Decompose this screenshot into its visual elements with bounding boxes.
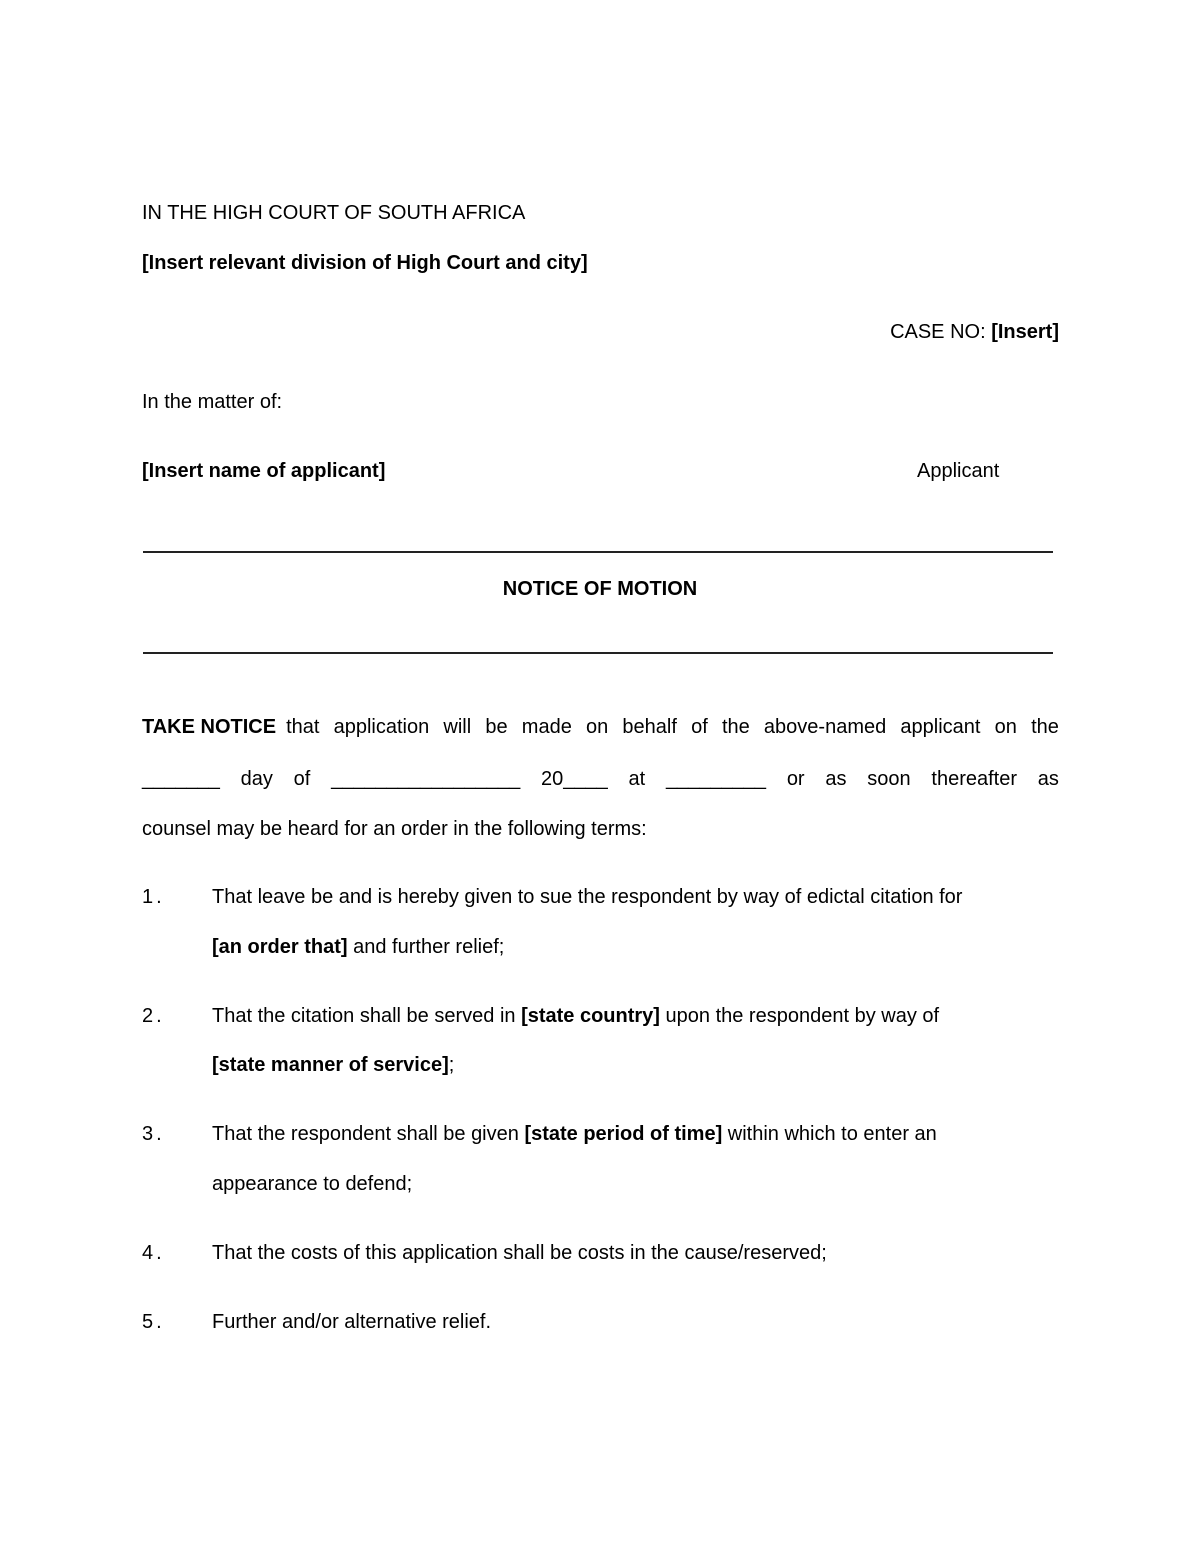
- item-3-line-1-pre: That the respondent shall be given: [212, 1123, 525, 1145]
- item-number: 5.: [142, 1311, 165, 1333]
- notice-line-3: counsel may be heard for an order in the following terms:: [142, 818, 647, 840]
- item-3-line-1-post: within which to enter an: [722, 1123, 937, 1145]
- notice-word: day: [240, 768, 273, 790]
- case-number-label: CASE NO:: [890, 321, 986, 343]
- item-number: 2.: [142, 1005, 165, 1027]
- item-1-line-1: That leave be and is hereby given to sue the respondent by way of edictal citation for: [212, 886, 963, 908]
- item-1-placeholder: [an order that]: [212, 936, 348, 958]
- divider-top: [143, 551, 1053, 553]
- notice-word: will: [443, 716, 472, 738]
- notice-word: of: [691, 716, 708, 738]
- item-2-line-2: [212, 1053, 454, 1077]
- item-3-placeholder-period: [state period of time]: [524, 1123, 723, 1145]
- blank-field: _______: [142, 768, 220, 790]
- notice-word: that: [286, 716, 320, 738]
- notice-word: the: [721, 716, 750, 738]
- item-number: 1.: [142, 886, 165, 908]
- item-2-line-1: [212, 1004, 939, 1028]
- item-4-line-1: That the costs of this application shall be costs in the cause/reserved;: [212, 1242, 827, 1264]
- notice-word: the: [1031, 716, 1059, 738]
- item-3-line-2: appearance to defend;: [212, 1173, 413, 1195]
- case-number-value: [Insert]: [991, 321, 1059, 343]
- item-5-line-1: Further and/or alternative relief.: [212, 1311, 492, 1333]
- item-1-line-2: [212, 935, 504, 959]
- notice-word: behalf: [622, 716, 677, 738]
- notice-word: on: [585, 716, 609, 738]
- item-3-line-1: [212, 1122, 937, 1146]
- applicant-name: [Insert name of applicant]: [142, 460, 386, 482]
- item-2-placeholder-country: [state country]: [521, 1005, 660, 1027]
- blank-field: _________________: [331, 768, 521, 790]
- court-title: IN THE HIGH COURT OF SOUTH AFRICA: [142, 202, 526, 224]
- item-2-line-2-rest: ;: [448, 1054, 455, 1076]
- notice-lead: TAKE NOTICE: [142, 716, 277, 738]
- case-number: [890, 320, 1059, 344]
- notice-word: or: [786, 768, 805, 790]
- matter-intro: In the matter of:: [142, 391, 283, 413]
- notice-word: applicant: [900, 716, 981, 738]
- notice-word: as: [825, 768, 847, 790]
- blank-field: _________: [665, 768, 767, 790]
- notice-word: on: [994, 716, 1017, 738]
- notice-word: soon: [867, 768, 911, 790]
- applicant-role: Applicant: [917, 460, 1000, 482]
- item-number: 3.: [142, 1123, 165, 1145]
- notice-word: thereafter: [931, 768, 1018, 790]
- notice-line-1: [142, 715, 1059, 739]
- notice-word: at: [628, 768, 646, 790]
- notice-word: above-named: [763, 716, 887, 738]
- notice-line-1-rest: [286, 715, 1059, 739]
- item-2-line-1-pre: That the citation shall be served in: [212, 1005, 522, 1027]
- notice-word: made: [521, 716, 572, 738]
- notice-word: application: [333, 716, 430, 738]
- notice-word: 20____: [540, 768, 608, 790]
- divider-bottom: [143, 652, 1053, 654]
- notice-word: of: [293, 768, 311, 790]
- item-2-placeholder-service: [state manner of service]: [212, 1054, 449, 1076]
- item-2-line-1-post: upon the respondent by way of: [659, 1005, 940, 1027]
- notice-line-2: [142, 767, 1059, 791]
- notice-word: be: [485, 716, 508, 738]
- item-number: 4.: [142, 1242, 165, 1264]
- court-division: [Insert relevant division of High Court and city]: [142, 252, 588, 274]
- document-heading: NOTICE OF MOTION: [502, 578, 698, 600]
- notice-word: as: [1037, 768, 1059, 790]
- item-1-line-2-rest: and further relief;: [347, 936, 505, 958]
